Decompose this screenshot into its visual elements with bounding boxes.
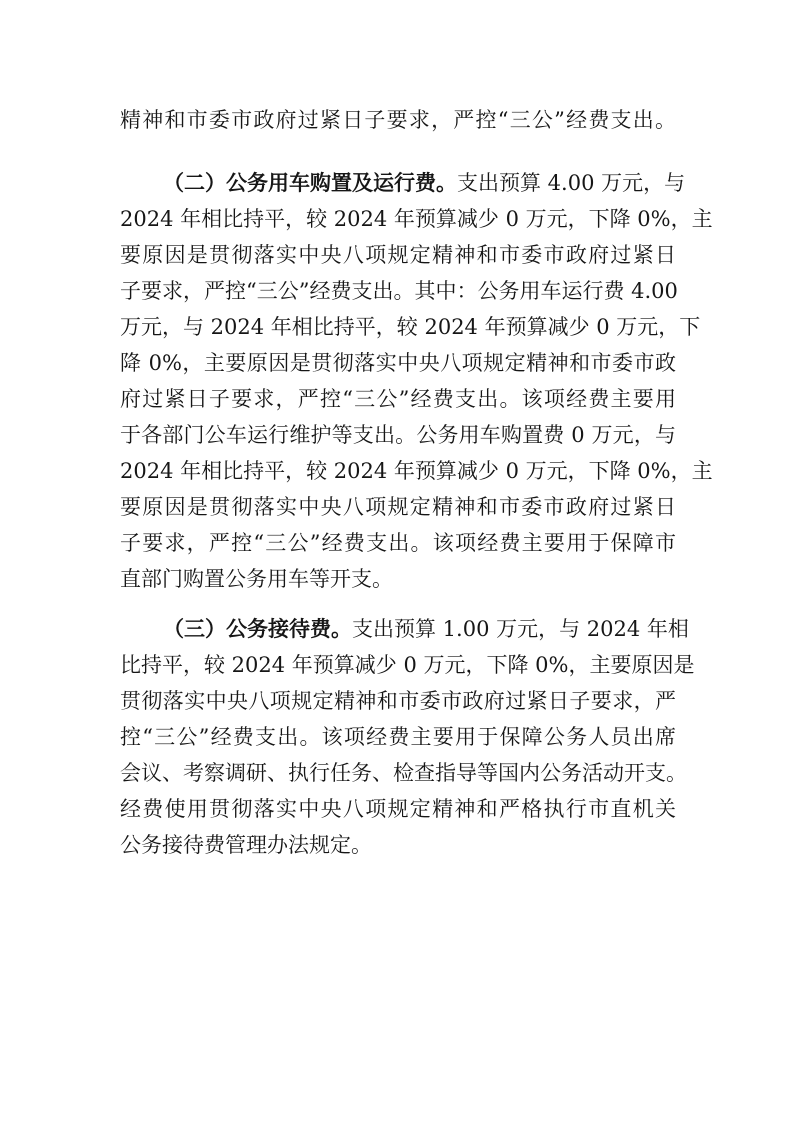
paragraph-first-line xyxy=(120,165,686,201)
paragraph-line: 2024 年相比持平，较 2024 年预算减少 0 万元，下降 0%，主 xyxy=(120,459,713,483)
paragraph-official-vehicles xyxy=(120,165,713,597)
paragraph-continuation xyxy=(120,102,676,138)
paragraph-line: 府过紧日子要求，严控“三公”经费支出。该项经费主要用 xyxy=(120,387,676,411)
section-heading: （二）公务用车购置及运行费。 xyxy=(163,170,457,195)
section-heading: （三）公务接待费。 xyxy=(163,616,352,641)
paragraph-line: 比持平，较 2024 年预算减少 0 万元，下降 0%，主要原因是 xyxy=(120,653,695,677)
paragraph-line-text: 支出预算 4.00 万元，与 xyxy=(457,171,686,195)
paragraph-line: 精神和市委市政府过紧日子要求，严控“三公”经费支出。 xyxy=(120,108,676,132)
paragraph-line: 子要求，严控“三公”经费支出。其中：公务用车运行费 4.00 xyxy=(120,279,678,303)
paragraph-line: 要原因是贯彻落实中央八项规定精神和市委市政府过紧日 xyxy=(120,243,676,267)
paragraph-line: 贯彻落实中央八项规定精神和市委市政府过紧日子要求，严 xyxy=(120,689,676,713)
paragraph-line: 要原因是贯彻落实中央八项规定精神和市委市政府过紧日 xyxy=(120,495,676,519)
paragraph-line: 会议、考察调研、执行任务、检查指导等国内公务活动开支。 xyxy=(120,761,687,785)
paragraph-official-reception xyxy=(120,611,695,863)
paragraph-line: 2024 年相比持平，较 2024 年预算减少 0 万元，下降 0%，主 xyxy=(120,207,713,231)
paragraph-line: 控“三公”经费支出。该项经费主要用于保障公务人员出席 xyxy=(120,725,676,749)
paragraph-line-text: 支出预算 1.00 万元，与 2024 年相 xyxy=(352,617,689,641)
paragraph-last-line: 直部门购置公务用车等开支。 xyxy=(120,567,393,591)
paragraph-line: 子要求，严控“三公”经费支出。该项经费主要用于保障市 xyxy=(120,531,676,555)
paragraph-line: 经费使用贯彻落实中央八项规定精神和严格执行市直机关 xyxy=(120,797,676,821)
paragraph-last-line: 公务接待费管理办法规定。 xyxy=(120,833,372,857)
paragraph-first-line xyxy=(120,611,689,647)
paragraph-line: 万元，与 2024 年相比持平，较 2024 年预算减少 0 万元，下 xyxy=(120,315,701,339)
paragraph-line: 于各部门公车运行维护等支出。公务用车购置费 0 万元，与 xyxy=(120,423,676,447)
paragraph-line: 降 0%，主要原因是贯彻落实中央八项规定精神和市委市政 xyxy=(120,351,676,375)
